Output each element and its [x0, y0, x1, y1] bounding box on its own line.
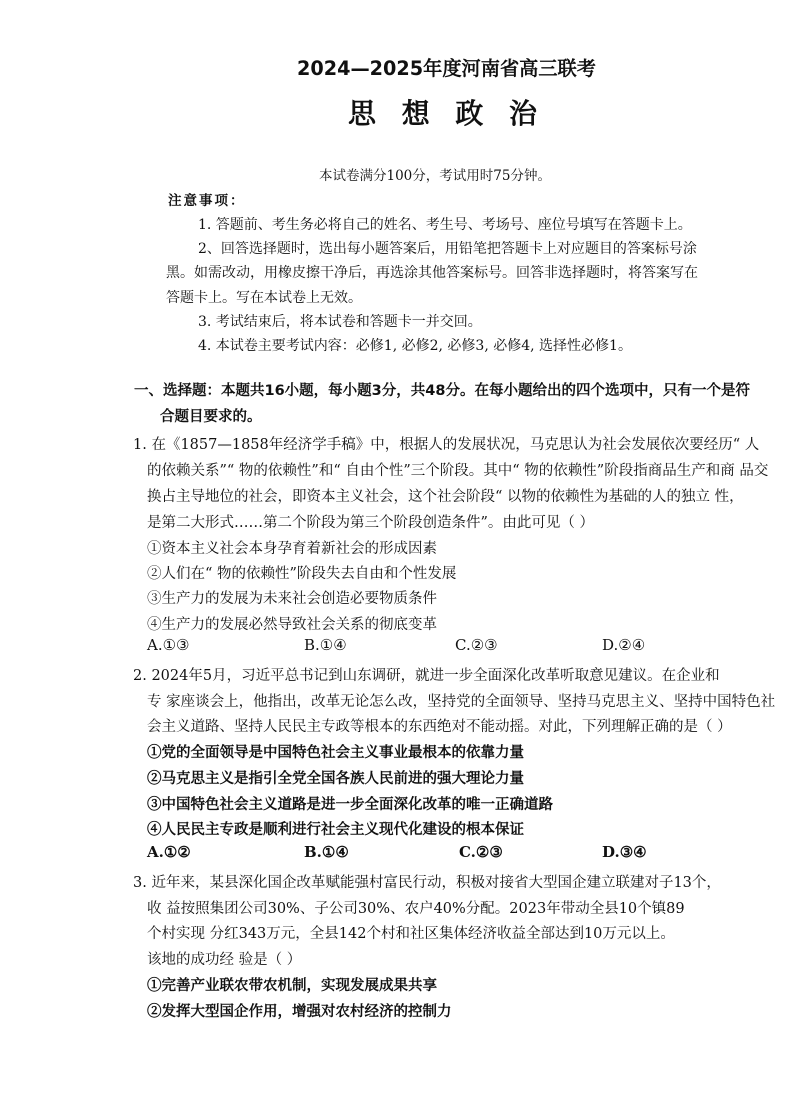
question-3-text: 该地的成功经 验是（ ） [147, 952, 302, 968]
notice-line: 3. 考试结束后，将本试卷和答题卡一并交回。 [198, 314, 482, 330]
notice-line: 黑。如需改动，用橡皮擦干净后，再选涂其他答案标号。回答非选择题时，将答案写在 [166, 265, 698, 281]
question-2-text: 专 家座谈会上，他指出，改革无论怎么改，坚持党的全面领导、坚持马克思主义、坚持中国特色社 [147, 694, 776, 710]
question-2-text: 会主义道路、坚持人民民主专政等根本的东西绝对不能动摇。对此，下列理解正确的是（ ） [147, 719, 732, 735]
question-2-statement: ③中国特色社会主义道路是进一步全面深化改革的唯一正确道路 [147, 796, 553, 813]
section-heading-cont: 合题目要求的。 [160, 409, 262, 425]
question-1-text: 的依赖关系”“ 物的依赖性”和“ 自由个性”三个阶段。其中“ 物的依赖性”阶段指商品生产和商 品交 [147, 463, 769, 479]
question-3-text: 3. 近年来，某县深化国企改革赋能强村富民行动，积极对接省大型国企建立联建对子13个， [133, 875, 721, 891]
question-2-statement: ②马克思主义是指引全党全国各族人民前进的强大理论力量 [147, 770, 524, 787]
question-3-text: 个村实现 分红343万元，全县142个村和社区集体经济收益全部达到10万元以上。 [147, 926, 675, 942]
question-1-text: 1. 在《1857—1858年经济学手稿》中，根据人的发展状况，马克思认为社会发展依次要经历“ 人 [133, 437, 760, 453]
question-2-statement: ④人民民主专政是顺利进行社会主义现代化建设的根本保证 [147, 821, 524, 838]
question-2-statement: ①党的全面领导是中国特色社会主义事业最根本的依靠力量 [147, 744, 524, 761]
exam-info: 本试卷满分100分，考试用时75分钟。 [319, 168, 551, 184]
notice-line: 1. 答题前、考生务必将自己的姓名、考生号、考场号、座位号填写在答题卡上。 [198, 217, 692, 233]
notice-line: 4. 本试卷主要考试内容：必修1, 必修2, 必修3, 必修4, 选择性必修1。 [198, 338, 632, 354]
question-1-choice-d[interactable]: D.②④ [602, 636, 646, 654]
subject-title: 思 想 政 治 [348, 97, 545, 130]
question-3-statement: ①完善产业联农带农机制，实现发展成果共享 [147, 977, 437, 994]
question-1-statement: ①资本主义社会本身孕育着新社会的形成因素 [147, 541, 437, 557]
question-2-choice-c[interactable]: C.②③ [459, 843, 503, 861]
question-1-choice-a[interactable]: A.①③ [147, 636, 190, 654]
question-2-choice-d[interactable]: D.③④ [602, 843, 647, 861]
exam-title: 2024—2025年度河南省高三联考 [297, 57, 596, 80]
question-3-text: 收 益按照集团公司30%、子公司30%、农户40%分配。2023年带动全县10个镇89 [147, 901, 685, 917]
question-1-statement: ④生产力的发展必然导致社会关系的彻底变革 [147, 617, 437, 633]
question-2-choice-a[interactable]: A.①② [147, 843, 191, 861]
question-1-statement: ②人们在“ 物的依赖性”阶段失去自由和个性发展 [147, 566, 457, 582]
notice-line: 2、回答选择题时，选出每小题答案后，用铅笔把答题卡上对应题目的答案标号涂 [198, 241, 697, 257]
question-1-statement: ③生产力的发展为未来社会创造必要物质条件 [147, 591, 437, 607]
notice-line: 答题卡上。写在本试卷上无效。 [166, 290, 362, 306]
question-2-text: 2. 2024年5月，习近平总书记到山东调研，就进一步全面深化改革听取意见建议。在企业和 [133, 668, 720, 684]
question-1-choice-c[interactable]: C.②③ [455, 636, 498, 654]
question-2-choice-b[interactable]: B.①④ [304, 843, 349, 861]
question-1-text: 换占主导地位的社会，即资本主义社会，这个社会阶段“ 以物的依赖性为基础的人的独立 性， [147, 489, 744, 505]
question-1-choice-b[interactable]: B.①④ [304, 636, 347, 654]
section-heading: 一、选择题：本题共16小题，每小题3分，共48分。在每小题给出的四个选项中，只有一个是符 [134, 383, 750, 399]
question-3-statement: ②发挥大型国企作用，增强对农村经济的控制力 [147, 1003, 452, 1020]
question-1-text: 是第二大形式……第二个阶段为第三个阶段创造条件”。由此可见（ ） [147, 515, 595, 531]
notice-heading: 注意事项： [168, 193, 246, 209]
